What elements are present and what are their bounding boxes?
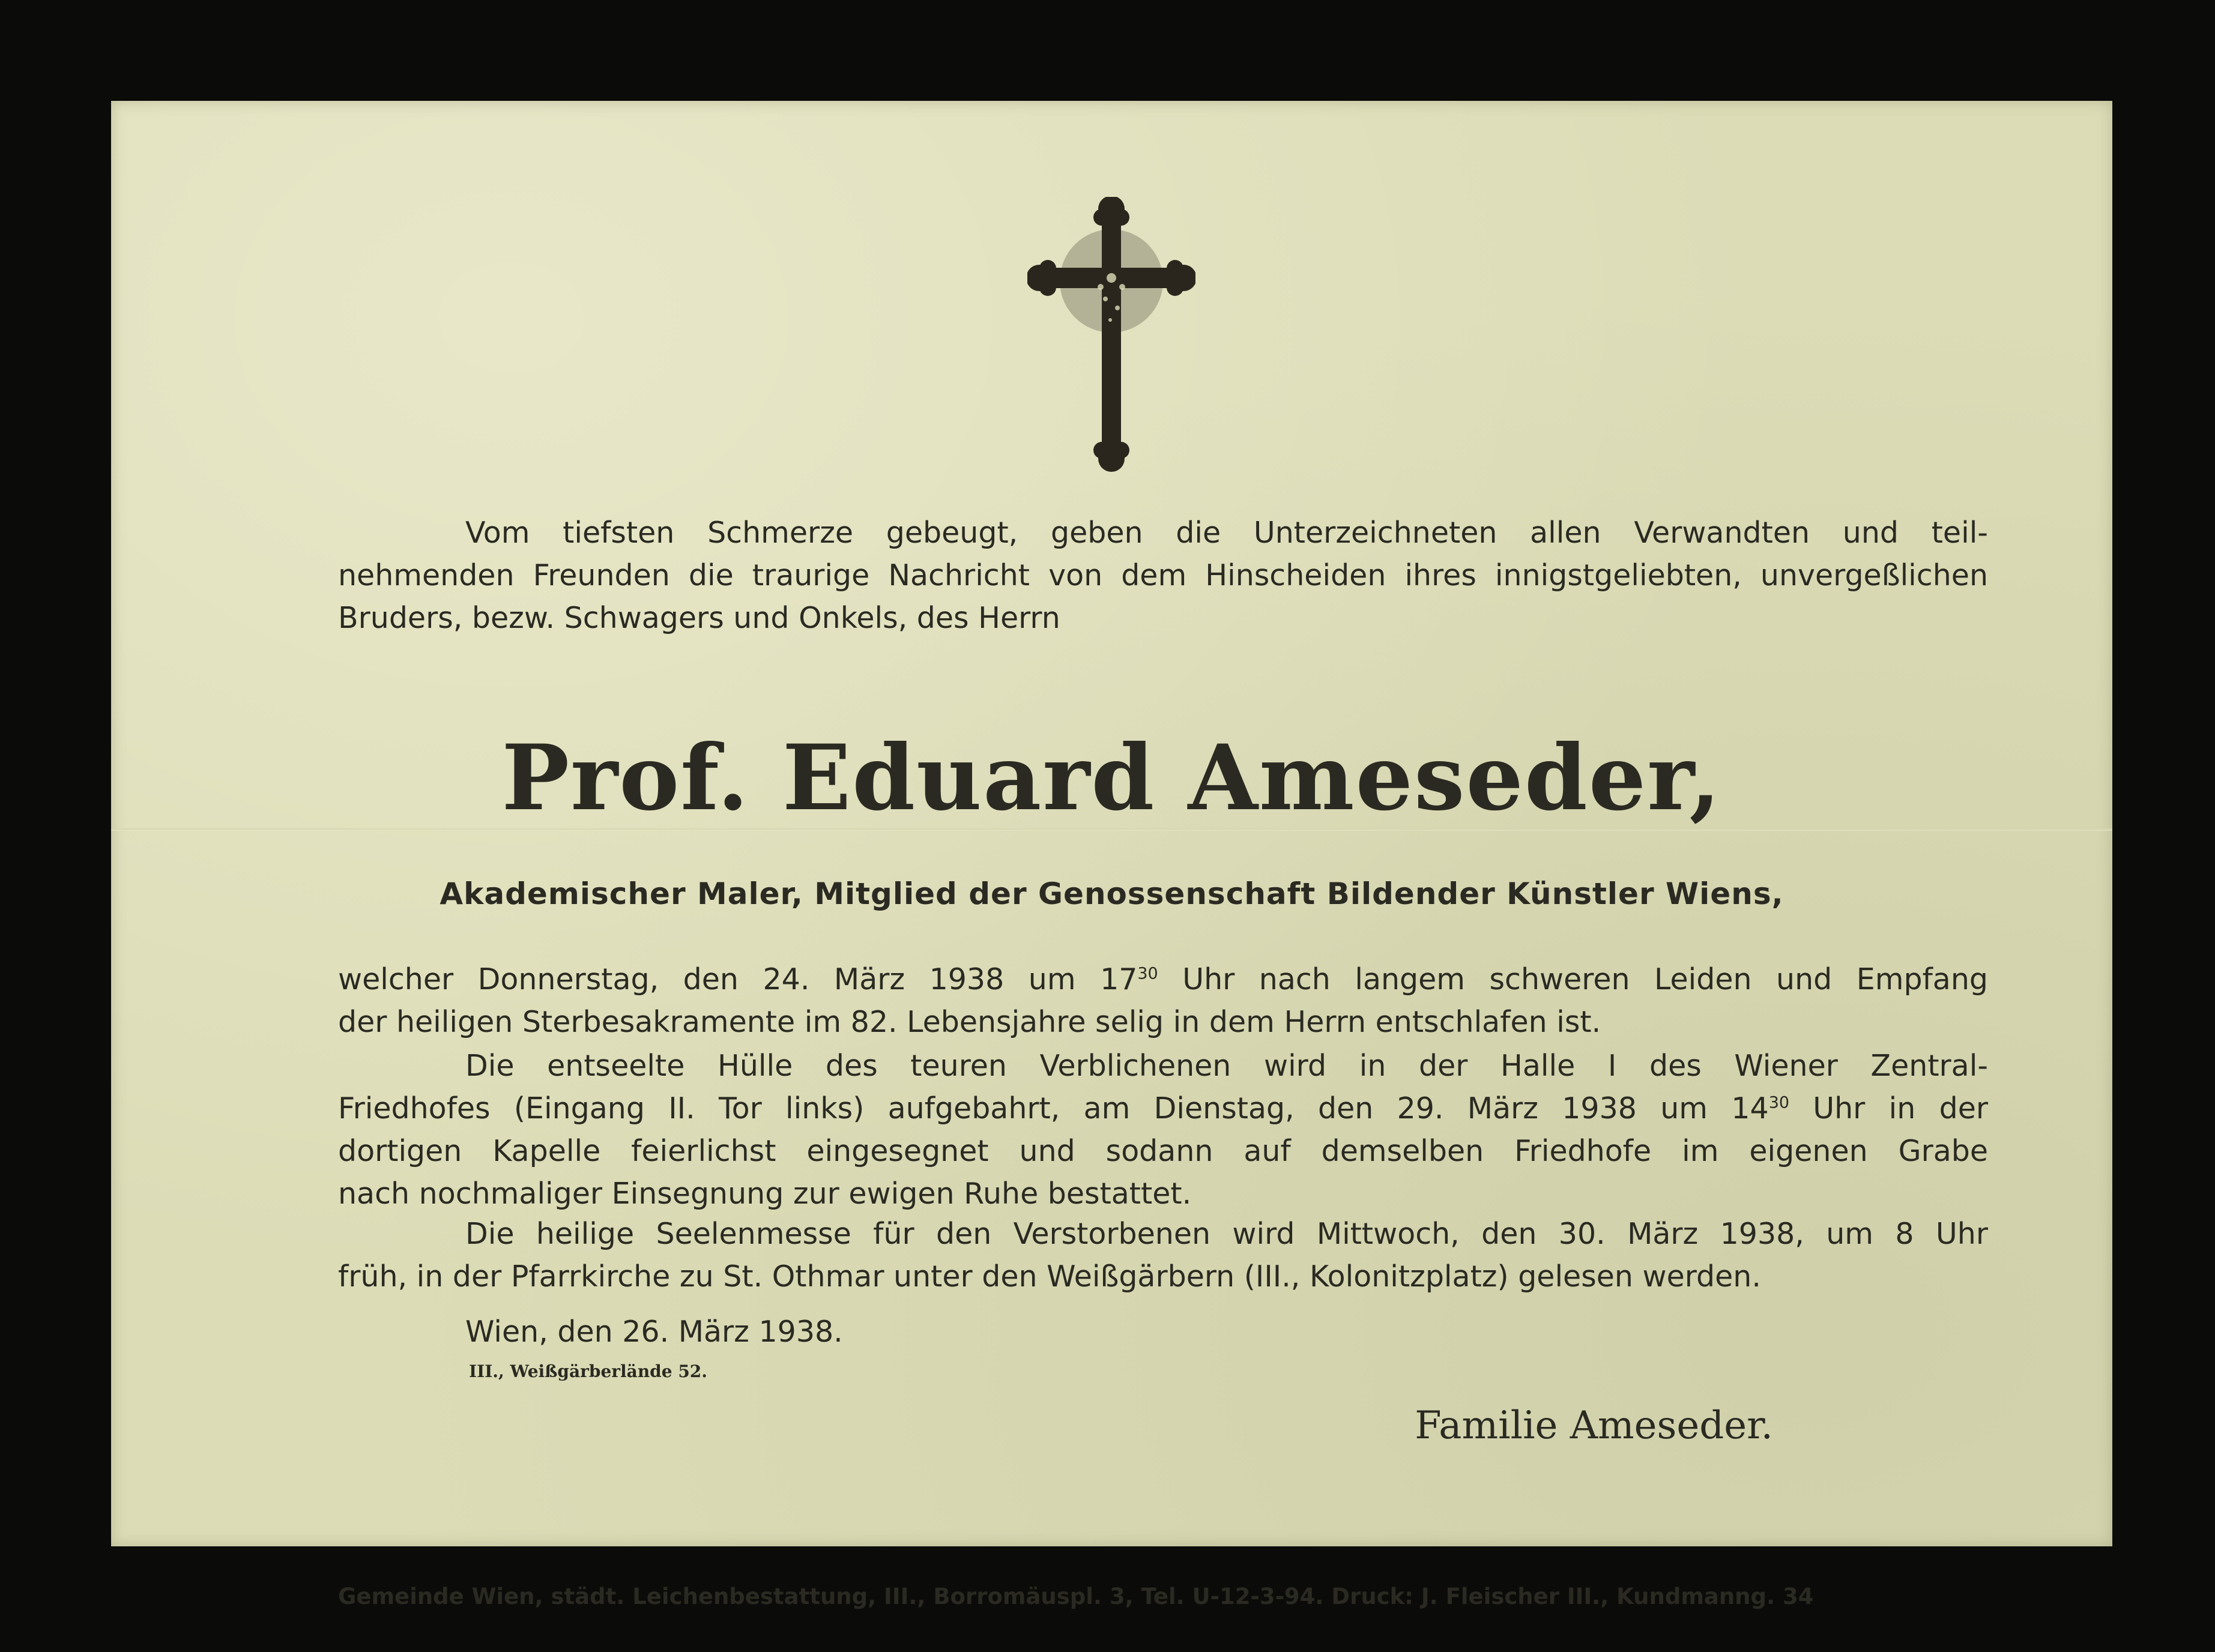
- printer-footer: Gemeinde Wien, städt. Leichenbestattung, III., Borromäuspl. 3, Tel. U-12-3-94. Druck: J. Fleischer III., Kundmanng. 34: [338, 1584, 1814, 1609]
- deceased-name: Prof. Eduard Ameseder,: [501, 725, 1722, 831]
- funeral-text: Uhr in der: [1789, 1091, 1988, 1126]
- funeral-line: Die entseelte Hülle des teuren Verblichenen wird in der Halle I des Wiener Zentral-: [465, 1049, 1988, 1083]
- intro-line: nehmenden Freunden die traurige Nachricht von dem Hinscheiden ihres innigstgeliebten, unvergeßlichen: [338, 558, 1988, 592]
- intro-line: Bruders, bezw. Schwagers und Onkels, des Herrn: [338, 601, 1060, 635]
- death-paragraph: [338, 958, 1988, 1043]
- funeral-line: nach nochmaliger Einsegnung zur ewigen Ruhe bestattet.: [338, 1177, 1192, 1211]
- death-line: der heiligen Sterbesakramente im 82. Lebensjahre selig in dem Herrn entschlafen ist.: [338, 1005, 1601, 1039]
- funeral-line: dortigen Kapelle feierlichst eingesegnet und sodann auf demselben Friedhofe im eigenen Grabe: [338, 1134, 1988, 1168]
- mass-line: Die heilige Seelenmesse für den Verstorbenen wird Mittwoch, den 30. März 1938, um 8 Uhr: [465, 1217, 1988, 1251]
- funeral-line: [338, 1087, 1988, 1130]
- intro-line: Vom tiefsten Schmerze gebeugt, geben die Unterzeichneten allen Verwandten und teil-: [465, 516, 1988, 550]
- place-date: Wien, den 26. März 1938.: [465, 1315, 843, 1349]
- address: III., Weißgärberlände 52.: [469, 1361, 708, 1381]
- mass-paragraph: [338, 1213, 1988, 1298]
- crucifix-icon: [1027, 197, 1195, 473]
- death-line: [338, 958, 1988, 1001]
- deceased-title: Akademischer Maler, Mitglied der Genossenschaft Bildender Künstler Wiens,: [440, 876, 1784, 911]
- funeral-paragraph: [338, 1045, 1988, 1215]
- time-minutes: 30: [1137, 964, 1158, 983]
- death-text: welcher Donnerstag, den 24. März 1938 um 17: [338, 962, 1138, 996]
- mass-line: früh, in der Pfarrkirche zu St. Othmar unter den Weißgärbern (III., Kolonitzplatz) gelesen werden.: [338, 1259, 1761, 1294]
- intro-paragraph: [338, 511, 1988, 639]
- signature: Familie Ameseder.: [1415, 1403, 1773, 1448]
- funeral-text: Friedhofes (Eingang II. Tor links) aufgebahrt, am Dienstag, den 29. März 1938 um 14: [338, 1091, 1769, 1126]
- death-text: Uhr nach langem schweren Leiden und Empfang: [1158, 962, 1988, 996]
- death-notice-sheet: [111, 101, 2112, 1609]
- time-minutes: 30: [1768, 1093, 1789, 1112]
